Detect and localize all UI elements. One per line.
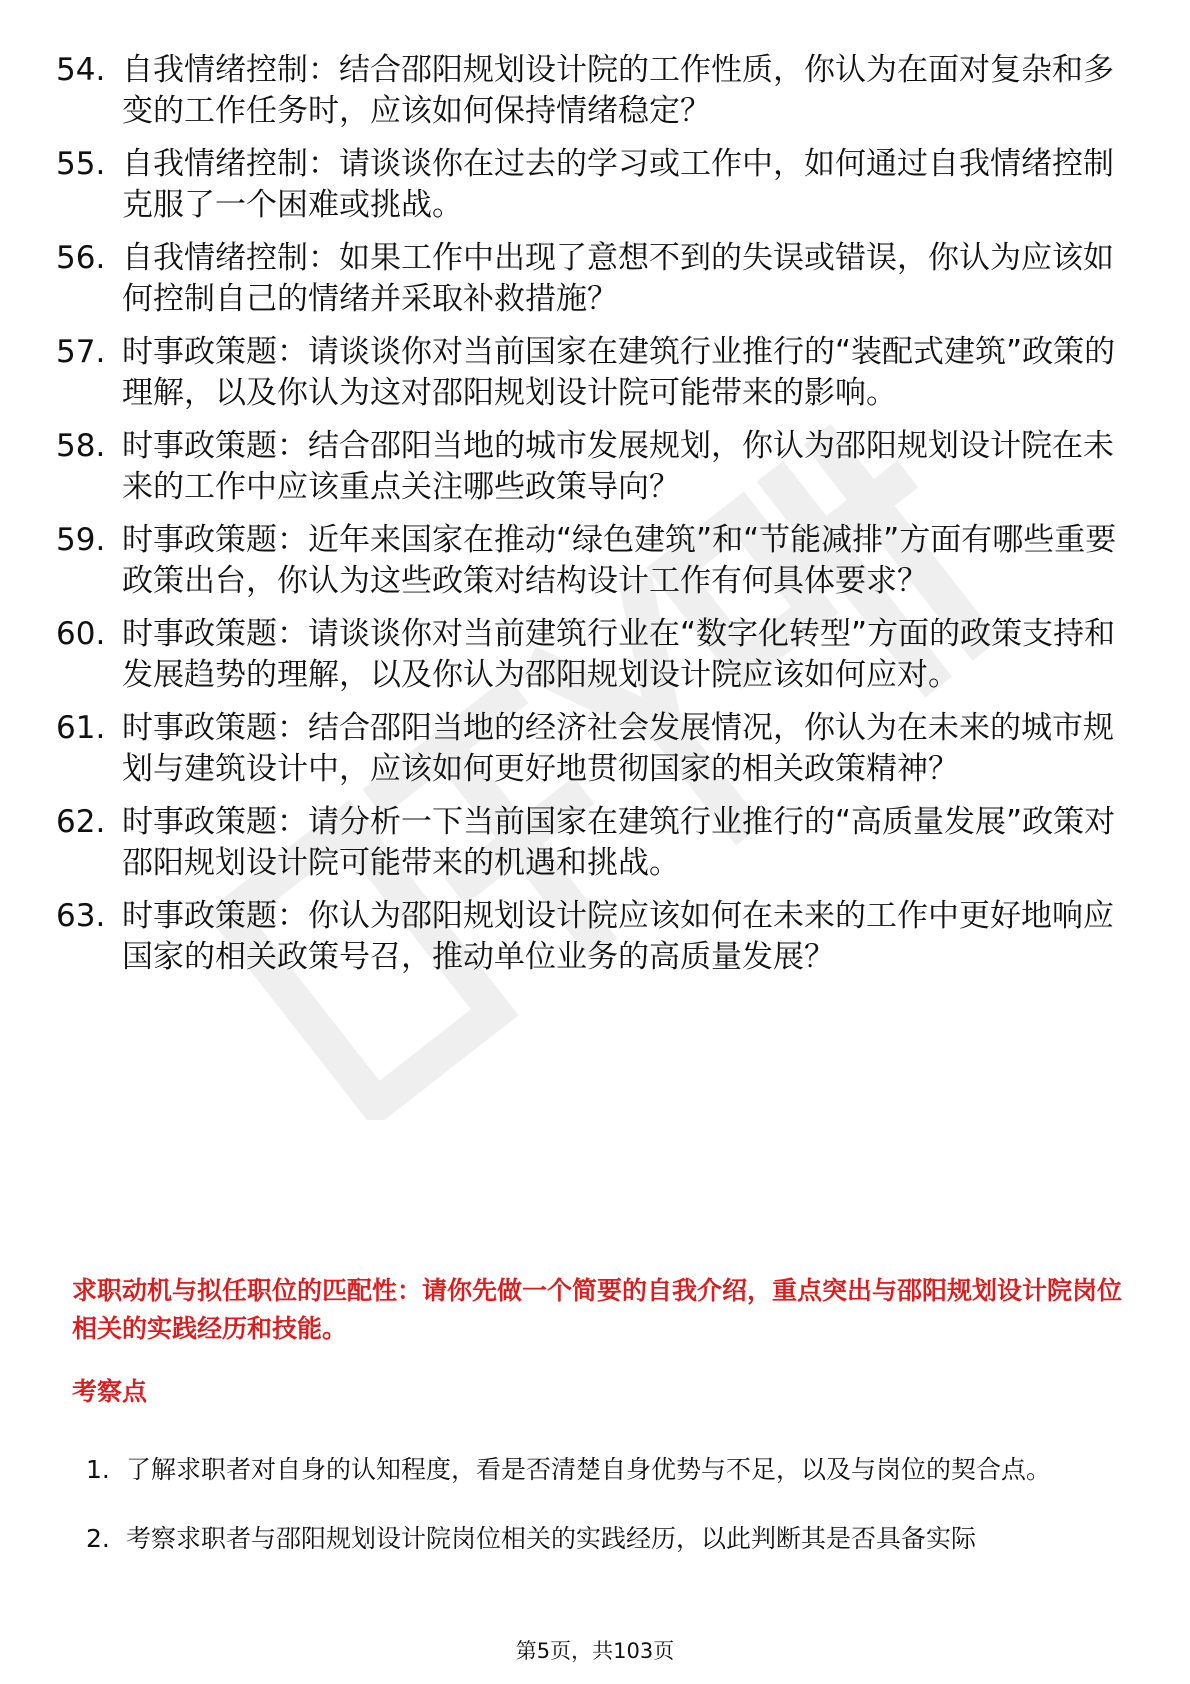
question-number: 58. <box>56 428 106 464</box>
assessment-point <box>86 1438 1126 1501</box>
question-number: 59. <box>56 522 106 558</box>
question-list <box>56 50 1126 990</box>
section-heading: 求职动机与拟任职位的匹配性：请你先做一个简要的自我介绍，重点突出与邵阳规划设计院岗位相关的实践经历和技能。 <box>72 1276 1123 1343</box>
assessment-point <box>86 1507 1126 1570</box>
question-item <box>56 238 1126 320</box>
question-text: 时事政策题：请谈谈你对当前国家在建筑行业推行的“装配式建筑”政策的理解，以及你认为这对邵阳规划设计院可能带来的影响。 <box>122 334 1116 411</box>
question-text: 时事政策题：近年来国家在推动“绿色建筑”和“节能减排”方面有哪些重要政策出台，你认为这些政策对结构设计工作有何具体要求？ <box>122 522 1117 599</box>
question-text: 时事政策题：结合邵阳当地的城市发展规划，你认为邵阳规划设计院在未来的工作中应该重点关注哪些政策导向？ <box>122 428 1114 505</box>
question-item <box>56 802 1126 884</box>
question-text: 自我情绪控制：请谈谈你在过去的学习或工作中，如何通过自我情绪控制克服了一个困难或挑战。 <box>122 146 1114 223</box>
question-item <box>56 144 1126 226</box>
question-number: 62. <box>56 804 106 840</box>
question-number: 60. <box>56 616 106 652</box>
point-number: 1. <box>86 1455 110 1484</box>
question-item <box>56 426 1126 508</box>
assessment-points-list <box>86 1438 1126 1576</box>
question-number: 63. <box>56 898 106 934</box>
question-number: 61. <box>56 710 106 746</box>
question-text: 自我情绪控制：如果工作中出现了意想不到的失误或错误，你认为应该如何控制自己的情绪并采取补救措施？ <box>122 240 1114 317</box>
question-item <box>56 614 1126 696</box>
point-text: 考察求职者与邵阳规划设计院岗位相关的实践经历，以此判断其是否具备实际 <box>126 1524 977 1553</box>
question-text: 时事政策题：结合邵阳当地的经济社会发展情况，你认为在未来的城市规划与建筑设计中，应该如何更好地贯彻国家的相关政策精神？ <box>122 710 1114 787</box>
question-number: 54. <box>56 52 106 88</box>
question-item <box>56 50 1126 132</box>
question-text: 时事政策题：请谈谈你对当前建筑行业在“数字化转型”方面的政策支持和发展趋势的理解，以及你认为邵阳规划设计院应该如何应对。 <box>122 616 1116 693</box>
point-number: 2. <box>86 1524 110 1553</box>
question-item <box>56 332 1126 414</box>
page-number-footer: 第5页，共103页 <box>515 1639 675 1663</box>
question-text: 自我情绪控制：结合邵阳规划设计院的工作性质，你认为在面对复杂和多变的工作任务时，应该如何保持情绪稳定？ <box>122 52 1114 129</box>
question-item <box>56 520 1126 602</box>
question-text: 时事政策题：请分析一下当前国家在建筑行业推行的“高质量发展”政策对邵阳规划设计院可能带来的机遇和挑战。 <box>122 804 1116 881</box>
question-number: 56. <box>56 240 106 276</box>
question-number: 55. <box>56 146 106 182</box>
question-number: 57. <box>56 334 106 370</box>
question-text: 时事政策题：你认为邵阳规划设计院应该如何在未来的工作中更好地响应国家的相关政策号召，推动单位业务的高质量发展？ <box>122 898 1114 975</box>
assessment-points-heading: 考察点 <box>72 1377 148 1406</box>
point-text: 了解求职者对自身的认知程度，看是否清楚自身优势与不足，以及与岗位的契合点。 <box>126 1455 1052 1484</box>
question-item <box>56 896 1126 978</box>
question-item <box>56 708 1126 790</box>
